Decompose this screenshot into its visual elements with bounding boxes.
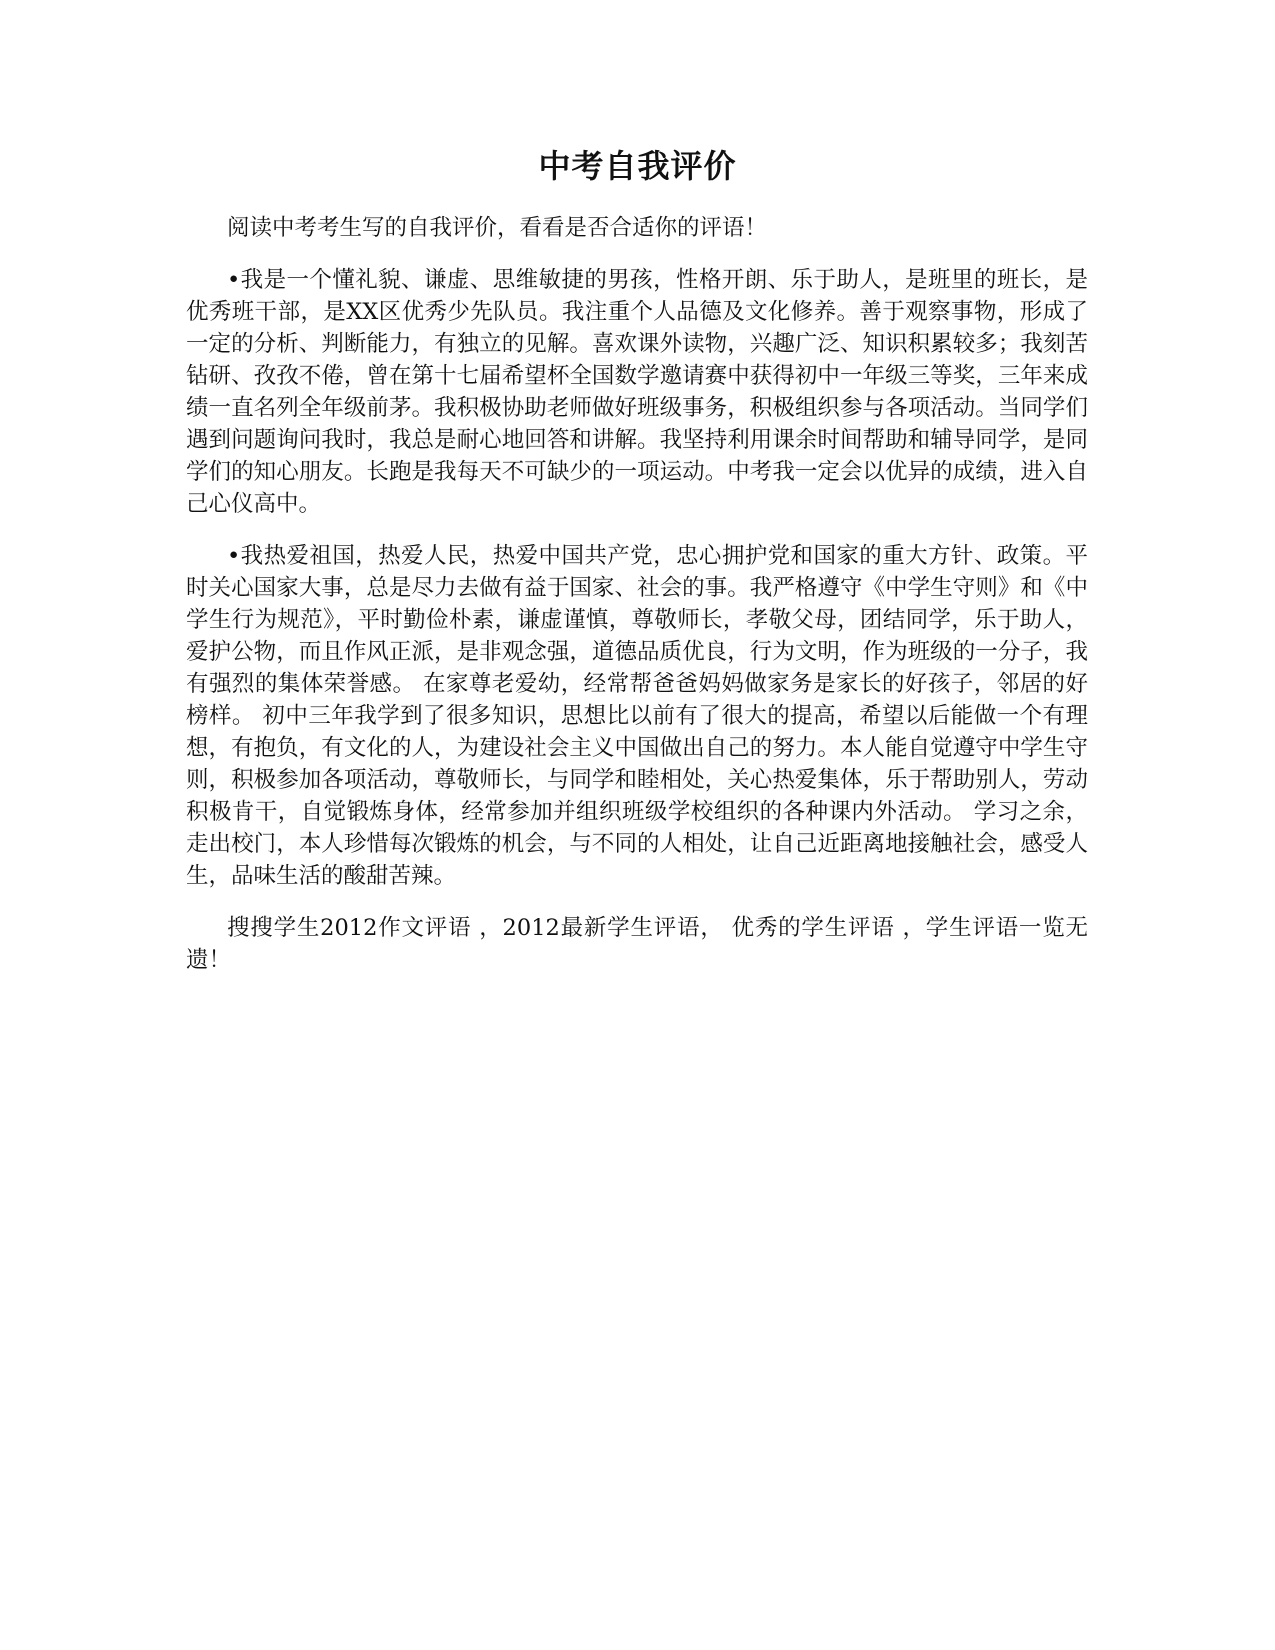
- closing-paragraph: 搜搜学生2012作文评语 ，2012最新学生评语， 优秀的学生评语 ，学生评语一览无遗！: [186, 915, 1088, 973]
- page-title: 中考自我评价: [538, 147, 737, 185]
- sample-evaluation-2: •我热爱祖国，热爱人民，热爱中国共产党，忠心拥护党和国家的重大方针、政策。平时关心国家大事，总是尽力去做有益于国家、社会的事。我严格遵守《中学生守则》和《中学生行为规范》，平时勤俭朴素，谦虚谨慎，尊敬师长，孝敬父母，团结同学，乐于助人，爱护公物，而且作风正派，是非观念强，道德品质优良，行为文明，作为班级的一分子，我有强烈的集体荣誉感。 在家尊老爱幼，经常帮爸爸妈妈做家务是家长的好孩子，邻居的好榜样。 初中三年我学到了很多知识，思想比以前有了很大的提高，希望以后能做一个有理想，有抱负，有文化的人，为建设社会主义中国做出自己的努力。本人能自觉遵守中学生守则，积极参加各项活动，尊敬师长，与同学和睦相处，关心热爱集体，乐于帮助别人，劳动积极肯干，自觉锻炼身体，经常参加并组织班级学校组织的各种课内外活动。 学习之余，走出校门，本人珍惜每次锻炼的机会，与不同的人相处，让自己近距离地接触社会，感受人生，品味生活的酸甜苦辣。: [186, 543, 1088, 889]
- intro-paragraph: 阅读中考考生写的自我评价，看看是否合适你的评语！: [227, 215, 768, 241]
- document-body: [186, 212, 1088, 996]
- sample-evaluation-1: •我是一个懂礼貌、谦虚、思维敏捷的男孩，性格开朗、乐于助人，是班里的班长，是优秀班干部，是XX区优秀少先队员。我注重个人品德及文化修养。善于观察事物，形成了一定的分析、判断能力，有独立的见解。喜欢课外读物，兴趣广泛、知识积累较多；我刻苦钻研、孜孜不倦，曾在第十七届希望杯全国数学邀请赛中获得初中一年级三等奖，三年来成绩一直名列全年级前茅。我积极协助老师做好班级事务，积极组织参与各项活动。当同学们遇到问题询问我时，我总是耐心地回答和讲解。我坚持利用课余时间帮助和辅导同学，是同学们的知心朋友。长跑是我每天不可缺少的一项运动。中考我一定会以优异的成绩，进入自己心仪高中。: [186, 267, 1088, 517]
